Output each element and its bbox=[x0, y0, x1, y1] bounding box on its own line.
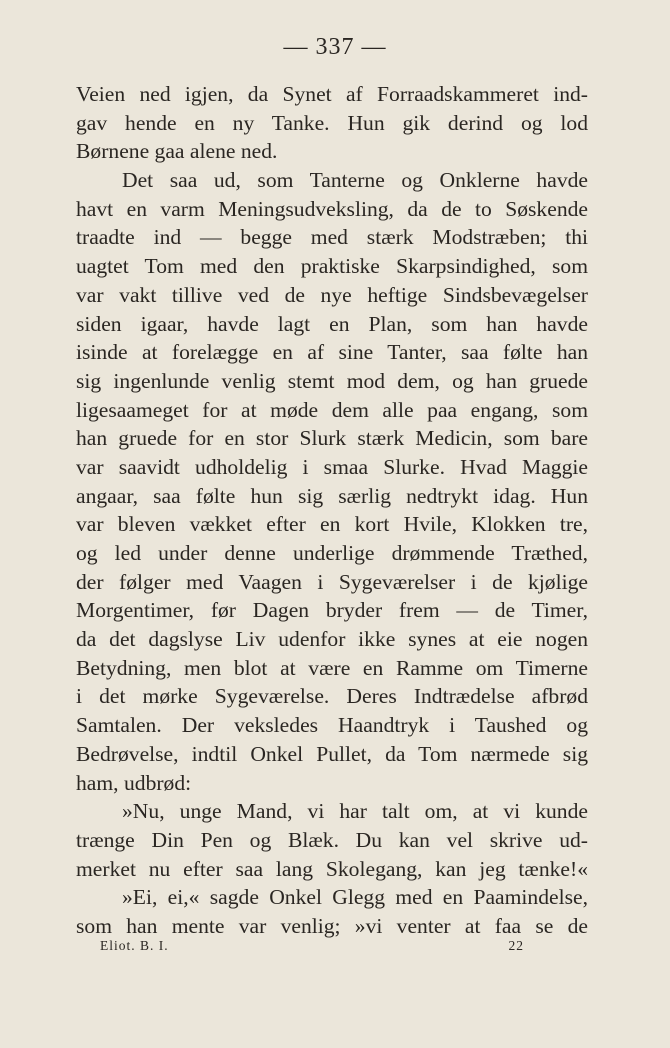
text-line: Samtalen. Der veksledes Haandtryk i Taushed og bbox=[76, 713, 588, 738]
text-line: Morgentimer, før Dagen bryder frem — de Timer, bbox=[76, 598, 588, 623]
text-line: ham, udbrød: bbox=[76, 770, 192, 795]
text-line: trænge Din Pen og Blæk. Du kan vel skrive ud- bbox=[76, 827, 588, 852]
sheet-number: 22 bbox=[508, 938, 524, 953]
text-line: traadte ind — begge med stærk Modstræben; thi bbox=[76, 225, 588, 250]
text-line: og led under denne underlige drømmende Træthed, bbox=[76, 541, 588, 565]
text-line: var saavidt udholdelig i smaa Slurke. Hvad Maggie bbox=[76, 454, 588, 479]
text-line: isinde at forelægge en af sine Tanter, saa følte han bbox=[76, 340, 588, 365]
page-number-header: — 337 — bbox=[283, 34, 387, 60]
text-line: »Nu, unge Mand, vi har talt om, at vi kunde bbox=[122, 799, 588, 824]
text-line: angaar, saa følte hun sig særlig nedtrykt idag. Hun bbox=[76, 483, 588, 508]
text-line: Betydning, men blot at være en Ramme om Timerne bbox=[76, 655, 588, 680]
signature-mark: Eliot. B. I. bbox=[100, 938, 169, 953]
text-line: var vakt tillive ved de nye heftige Sindsbevægelser bbox=[76, 282, 588, 307]
text-line: uagtet Tom med den praktiske Skarpsindighed, som bbox=[76, 254, 588, 279]
text-line: siden igaar, havde lagt en Plan, som han havde bbox=[76, 311, 588, 336]
text-line: havt en varm Meningsudveksling, da de to Søskende bbox=[76, 196, 588, 221]
text-line: Bedrøvelse, indtil Onkel Pullet, da Tom nærmede sig bbox=[76, 741, 588, 766]
text-line: Børnene gaa alene ned. bbox=[76, 139, 278, 164]
text-line: gav hende en ny Tanke. Hun gik derind og lod bbox=[76, 110, 588, 135]
text-line: som han mente var venlig; »vi venter at faa se de bbox=[76, 913, 588, 938]
body-text bbox=[76, 80, 588, 941]
text-line: Veien ned igjen, da Synet af Forraadskammeret ind- bbox=[76, 82, 588, 106]
text-line: sig ingenlunde venlig stemt mod dem, og han gruede bbox=[76, 368, 588, 393]
text-line: merket nu efter saa lang Skolegang, kan jeg tænke!« bbox=[76, 856, 588, 881]
text-line: da det dagslyse Liv udenfor ikke synes at eie nogen bbox=[76, 627, 588, 652]
text-line: i det mørke Sygeværelse. Deres Indtrædelse afbrød bbox=[76, 684, 588, 709]
text-line: Det saa ud, som Tanterne og Onklerne havde bbox=[122, 168, 588, 193]
text-line: var bleven vækket efter en kort Hvile, Klokken tre, bbox=[76, 512, 588, 537]
text-line: der følger med Vaagen i Sygeværelser i de kjølige bbox=[76, 569, 588, 594]
text-line: »Ei, ei,« sagde Onkel Glegg med en Paamindelse, bbox=[122, 885, 588, 910]
text-line: han gruede for en stor Slurk stærk Medicin, som bare bbox=[76, 426, 588, 451]
text-line: ligesaameget for at møde dem alle paa engang, som bbox=[76, 397, 588, 422]
